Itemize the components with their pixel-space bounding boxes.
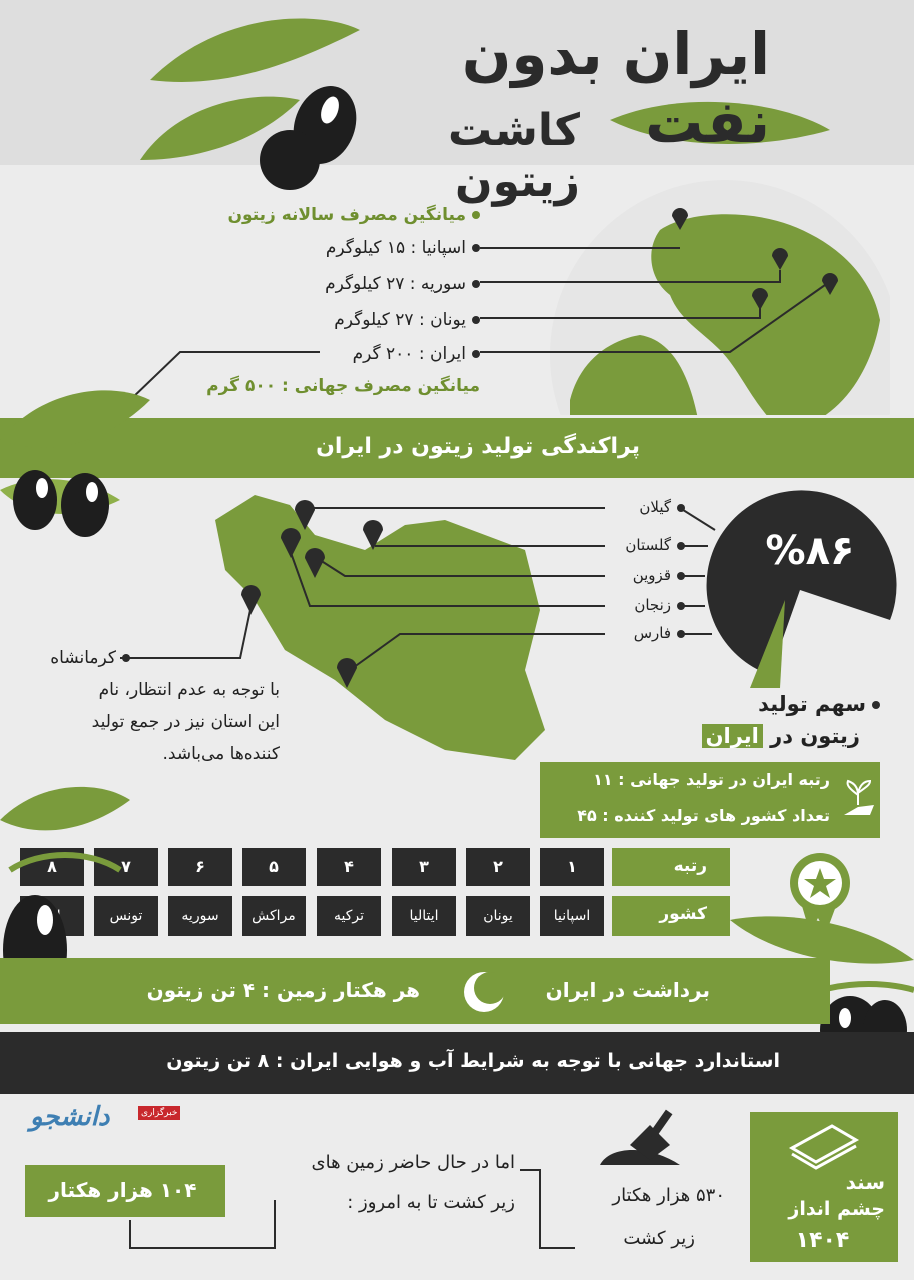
rank-header: رتبه [673, 856, 707, 876]
province-gilan: گیلان [605, 498, 685, 516]
country-cell-3: ایتالیا [392, 896, 456, 936]
news-logo-badge: خبرگزاری [138, 1106, 180, 1120]
vision-doc-line-2: چشم انداز [788, 1198, 885, 1220]
rank-cell-2: ۲ [466, 848, 530, 886]
standard-text: استاندارد جهانی با توجه به شرایط آب و هوایی ایران : ۸ تن زیتون [166, 1050, 780, 1072]
rank-cell-4: ۴ [317, 848, 381, 886]
consumption-iran: ایران : ۲۰۰ گرم [220, 344, 480, 364]
province-fars: فارس [605, 624, 685, 642]
news-logo [30, 1102, 180, 1138]
country-cell-7: تونس [94, 896, 158, 936]
page-subtitle: کاشت زیتون [448, 105, 580, 207]
share-label-highlight: ایران [702, 724, 763, 748]
consumption-syria: سوریه : ۲۷ کیلوگرم [220, 274, 480, 294]
country-cell-2: یونان [466, 896, 530, 936]
province-qazvin: قزوین [605, 566, 685, 584]
news-logo-text: دانشجو [30, 1102, 110, 1132]
province-zanjan: زنجان [605, 596, 685, 614]
rank-cell-1: ۱ [540, 848, 604, 886]
consumption-spain: اسپانیا : ۱۵ کیلوگرم [220, 238, 480, 258]
harvest-right: هر هکتار زمین : ۴ تن زیتون [146, 978, 420, 1002]
shovel-icon [590, 1105, 700, 1170]
harvest-left: برداشت در ایران [545, 978, 710, 1002]
vision-doc-line-1: سند [845, 1170, 885, 1194]
rank-cell-5: ۵ [242, 848, 306, 886]
rank-cell-6: ۶ [168, 848, 232, 886]
document-stack-icon [782, 1118, 862, 1170]
share-pie-chart [690, 480, 914, 700]
moon-icon [462, 970, 506, 1014]
plan-area-line-1: ۵۳۰ هزار هکتار [612, 1185, 725, 1206]
current-area-value: ۱۰۴ هزار هکتار [48, 1178, 197, 1202]
kermanshah-note-line-3: کننده‌ها می‌باشد. [162, 744, 280, 764]
country-header: کشور [659, 904, 707, 924]
count-line: تعداد کشور های تولید کننده : ۴۵ [577, 806, 830, 825]
current-text-line-1: اما در حال حاضر زمین های [311, 1152, 515, 1173]
current-text-line-2: زیر کشت تا به امروز : [347, 1192, 515, 1213]
page-title: ایران بدون نفت [461, 20, 770, 156]
country-cell-6: سوریه [168, 896, 232, 936]
consumption-heading: میانگین مصرف سالانه زیتون [180, 205, 480, 225]
consumption-world: میانگین مصرف جهانی : ۵۰۰ گرم [206, 376, 480, 396]
province-golestan: گلستان [605, 536, 685, 554]
share-label-2: زیتون در ایران [700, 724, 860, 748]
country-cell-1: اسپانیا [540, 896, 604, 936]
vision-doc-year: ۱۴۰۴ [795, 1228, 850, 1253]
rank-line: رتبه ایران در تولید جهانی : ۱۱ [593, 770, 830, 789]
kermanshah-title: کرمانشاه [20, 648, 130, 668]
country-cell-5: مراکش [242, 896, 306, 936]
plant-hand-icon [840, 775, 876, 825]
kermanshah-note-line-2: این استان نیز در جمع تولید [91, 712, 280, 732]
share-value: %۸۶ [765, 528, 855, 574]
rank-cell-8: ۸ [20, 848, 84, 886]
country-cell-4: ترکیه [317, 896, 381, 936]
share-label-1: سهم تولید [720, 692, 880, 716]
distribution-heading: پراکندگی تولید زیتون در ایران [316, 434, 640, 459]
consumption-greece: یونان : ۲۷ کیلوگرم [220, 310, 480, 330]
plan-area-line-2: زیر کشت [623, 1228, 695, 1249]
kermanshah-note-line-1: با توجه به عدم انتظار، نام [98, 680, 280, 700]
rank-cell-3: ۳ [392, 848, 456, 886]
rank-cell-7: ۷ [94, 848, 158, 886]
